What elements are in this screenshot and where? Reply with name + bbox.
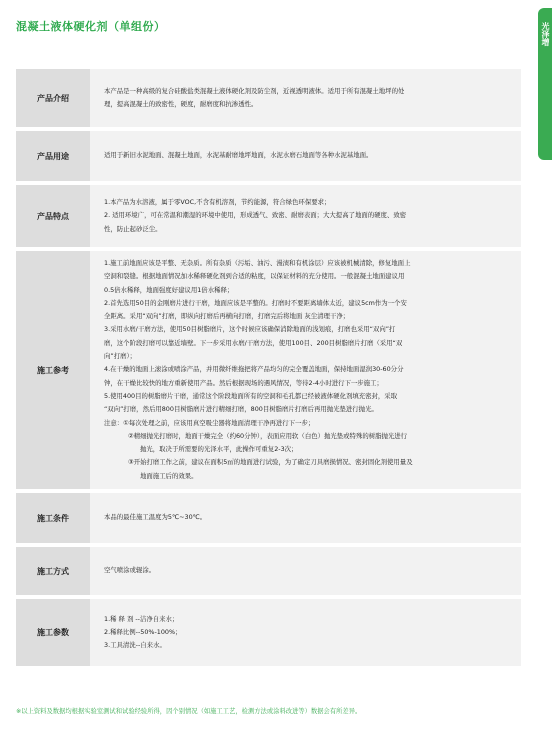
text-line: 本品的最佳施工温度为5℃~30℃。 [104, 513, 207, 522]
row-label-conditions: 施工条件 [16, 493, 90, 543]
text-line: 性，防止起砂泛尘。 [104, 224, 162, 233]
text-line: 适用于新旧水泥地面、混凝土地面，水泥基耐磨地坪地面，水泥水磨石地面等各种水泥基地面。 [104, 151, 373, 160]
text-line: 3.工具清洗--自来水。 [104, 641, 166, 650]
note-line: 注意：①每次处理之前，应该用真空吸尘器将地面清理干净再进行下一步； [104, 418, 315, 427]
text-line: 1.稀 释 剂 --洁净自来水； [104, 614, 179, 623]
text-line: 0.5倍水稀释，地面强度好建议用1倍水稀释； [104, 285, 234, 294]
text-line: 磨，这个阶段打磨可以靠近墙壁。下一步采用水磨/干磨方法，使用100目、200目树脂磨片打磨（采用“双 [104, 338, 403, 347]
note-line: 地面施工后的效果。 [140, 471, 198, 480]
row-label-features: 产品特点 [16, 185, 90, 247]
row-label-intro: 产品介绍 [16, 69, 90, 127]
note-line: ③开始打磨工作之前，建议在面积5㎡的地面进行试验，为了确定刀具磨损情况、密封固化剂使用量及 [128, 458, 413, 467]
row-content-usage [90, 131, 521, 181]
text-line: “双向”打磨，然后用800目树脂磨片进行精细打磨，800目树脂磨片打磨后再用抛光垫进行抛光。 [104, 405, 378, 414]
text-line: 本产品是一种高级的复合硅酸盐类混凝土液体硬化剂及防尘剂，近视透明液体。适用于所有混凝土地坪的处 [104, 86, 405, 95]
note-line: 抛光，取决于所需要的光泽水平，此操作可重复2-3次； [140, 445, 298, 454]
text-line: 空洞和裂缝。根据地面情况加水稀释硬化剂到合适的粘度，以保证材料的充分使用。一般混凝土地面建议用 [104, 272, 405, 281]
row-content-params [90, 599, 521, 666]
footer-disclaimer: ※以上资料及数据均根据实验室测试和试验经验所得，因个别情况（如施工工艺，检测方法或涂料改进等）数据会有所差异。 [16, 708, 362, 715]
row-content-features [90, 185, 521, 247]
text-line: 空气喷涂或辊涂。 [104, 566, 156, 575]
side-category-tab [538, 8, 552, 160]
spec-table [16, 69, 521, 691]
row-label-method: 施工方式 [16, 547, 90, 595]
row-label-params: 施工参数 [16, 599, 90, 666]
page-title: 混凝土液体硬化剂（单组份） [16, 20, 166, 33]
text-line: 2.稀释比例--50%-100%； [104, 627, 182, 636]
row-content-method [90, 547, 521, 595]
text-line: 1.本产品为水溶液，属于零VOC,不含有机溶剂，节约能源，符合绿色环保要求； [104, 198, 331, 207]
note-line: ②精细抛光打磨时，地面干燥完全（约60分钟），表面应用软（白色）抛光垫或特殊的树脂抛光进行 [128, 431, 408, 440]
row-content-conditions [90, 493, 521, 543]
text-line: 理，提高混凝土的致密性，硬度，耐磨度和抗渗透性。 [104, 100, 258, 108]
row-label-usage: 产品用途 [16, 131, 90, 181]
side-tab-label: 光泽增 [541, 22, 550, 46]
text-line: 5.使用400目的树脂磨片干磨，通常这个阶段地面所有的空洞和毛孔都已经被液体硬化剂填充密封，采取 [104, 391, 398, 400]
row-content-intro [90, 69, 521, 127]
text-line: 3.采用水磨/干磨方法，使用50目树脂磨片，这个时候应该确保消除地面的浅划痕，打磨也采用“双向”打 [104, 325, 396, 334]
text-line: 4.在干燥的地面上滚涂或喷涂产品，并用微纤维拖把将产品均匀的完全覆盖地面，保持地面湿润30-60分分 [104, 365, 404, 374]
text-line: 2. 适用环境广，可在常温和潮湿的环境中使用，形成透气、致密、耐磨表面；大大提高了地面的硬度、致密 [104, 211, 407, 220]
row-content-construction-ref [90, 251, 521, 489]
text-line: 向”打磨）； [104, 352, 137, 361]
text-line: 1.施工前地面应该是平整、无杂质。所有杂质（污垢、油污、漫渍和有机涂层）应该被机械清除，修复地面上 [104, 258, 411, 267]
text-line: 2.首先选用50目的金刚磨片进行干磨，地面应该是平整的。打磨时不要距离墙体太近，建议5cm作为一个安 [104, 298, 407, 307]
text-line: 全距离。采用“双向”打磨，即纵向打磨后再横向打磨，打磨完后将地面 灰尘清理干净； [104, 312, 350, 321]
row-label-construction-ref: 施工参考 [16, 251, 90, 489]
text-line: 钟，在干燥比较快的地方重新使用产品。然后根据现场的遇风情况，等待2-4小时进行下一步施工； [104, 378, 383, 387]
